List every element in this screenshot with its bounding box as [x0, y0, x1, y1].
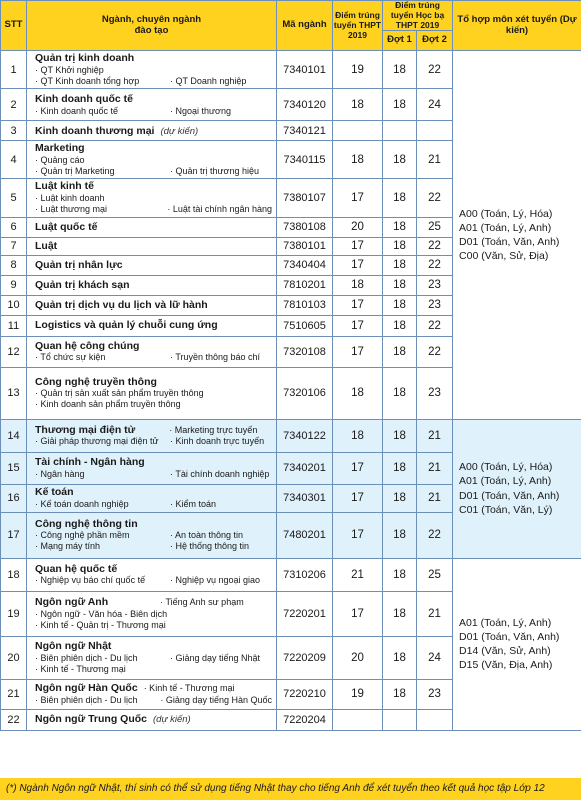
row-major — [27, 452, 277, 484]
major-name: Ngôn ngữ Hàn Quốc — [35, 682, 138, 695]
row-score-round1: 18 — [383, 315, 417, 336]
row-score-thpt: 21 — [333, 558, 383, 591]
row-score-round1 — [383, 121, 417, 141]
row-major — [27, 141, 277, 179]
row-score-round2: 21 — [417, 141, 453, 179]
row-score-thpt: 17 — [333, 452, 383, 484]
row-stt: 9 — [1, 275, 27, 295]
major-name: Kinh doanh thương mại — [35, 124, 155, 137]
row-stt: 5 — [1, 179, 27, 217]
row-score-round2: 24 — [417, 89, 453, 121]
row-major — [27, 709, 277, 730]
specialization: · Giải pháp thương mại điện tử — [35, 436, 159, 447]
row-score-round2: 22 — [417, 336, 453, 367]
row-score-round1: 18 — [383, 275, 417, 295]
header-code: Mã ngành — [277, 1, 333, 51]
row-score-thpt: 17 — [333, 295, 383, 315]
specialization: · Tổ chức sự kiện — [35, 352, 106, 363]
specialization: · Kinh tế - Quản trị - Thương mại — [35, 619, 166, 630]
row-score-round2: 25 — [417, 558, 453, 591]
specialization: · Quản trị Marketing — [35, 166, 115, 177]
row-major — [27, 315, 277, 336]
specialization: · Nghiệp vụ ngoại giao — [170, 575, 261, 586]
row-code: 7380107 — [277, 179, 333, 217]
row-stt: 15 — [1, 452, 27, 484]
header-score-thpt: Điểm trúng tuyển THPT 2019 — [333, 1, 383, 51]
combo-group — [453, 558, 581, 730]
row-score-round1: 18 — [383, 336, 417, 367]
row-score-round2: 22 — [417, 315, 453, 336]
row-score-round1 — [383, 709, 417, 730]
row-stt: 7 — [1, 237, 27, 255]
specialization: · An toàn thông tin — [170, 530, 244, 541]
row-score-round2: 23 — [417, 295, 453, 315]
combo-item: D14 (Văn, Sử, Anh) — [459, 645, 551, 658]
row-major — [27, 51, 277, 89]
major-name: Quan hệ công chúng — [35, 339, 140, 352]
row-score-round1: 18 — [383, 636, 417, 679]
row-score-round2 — [417, 121, 453, 141]
row-score-thpt: 17 — [333, 315, 383, 336]
row-major — [27, 679, 277, 709]
row-score-round2: 22 — [417, 237, 453, 255]
specialization: · Luật thương mại — [35, 204, 107, 215]
row-stt: 12 — [1, 336, 27, 367]
specialization: · Biên phiên dịch - Du lịch — [35, 652, 138, 663]
header-score-hocba: Điểm trúng tuyển Học bạ THPT 2019 — [383, 1, 453, 31]
row-score-thpt: 18 — [333, 419, 383, 452]
row-stt: 19 — [1, 591, 27, 636]
major-name: Luật kinh tế — [35, 180, 94, 193]
row-major — [27, 512, 277, 558]
row-score-thpt: 18 — [333, 89, 383, 121]
specialization: · Mạng máy tính — [35, 541, 101, 552]
row-stt: 10 — [1, 295, 27, 315]
specialization: · Ngân hàng — [35, 468, 85, 479]
row-stt: 18 — [1, 558, 27, 591]
row-stt: 1 — [1, 51, 27, 89]
major-name: Thương mại điện tử — [35, 423, 136, 436]
row-major — [27, 636, 277, 679]
row-score-round2: 22 — [417, 51, 453, 89]
row-score-round2: 23 — [417, 275, 453, 295]
row-stt: 13 — [1, 367, 27, 419]
combo-group — [453, 51, 581, 419]
specialization: · Kiểm toán — [170, 498, 217, 509]
row-stt: 16 — [1, 484, 27, 512]
major-name: Quan hệ quốc tế — [35, 562, 118, 575]
row-code: 7220204 — [277, 709, 333, 730]
major-name: Quản trị khách sạn — [35, 278, 130, 291]
combo-item: C01 (Toán, Văn, Lý) — [459, 503, 553, 516]
row-code: 7220209 — [277, 636, 333, 679]
major-name: Luật quốc tế — [35, 220, 98, 233]
specialization: · Biên phiên dịch - Du lịch — [35, 694, 138, 705]
row-score-thpt: 19 — [333, 51, 383, 89]
header-major: Ngành, chuyên ngành đào tạo — [27, 1, 277, 51]
row-code: 7340120 — [277, 89, 333, 121]
row-code: 7340122 — [277, 419, 333, 452]
row-score-thpt: 17 — [333, 591, 383, 636]
specialization: · Giảng dạy tiếng Nhật — [170, 652, 261, 663]
row-score-thpt: 17 — [333, 255, 383, 275]
row-code: 7480201 — [277, 512, 333, 558]
row-score-round1: 18 — [383, 484, 417, 512]
row-score-round1: 18 — [383, 558, 417, 591]
row-code: 7340115 — [277, 141, 333, 179]
row-score-thpt: 17 — [333, 179, 383, 217]
specialization: · Tiếng Anh sư phạm — [160, 597, 244, 608]
combo-item: A01 (Toán, Lý, Anh) — [459, 221, 552, 234]
row-score-round2: 23 — [417, 367, 453, 419]
row-major — [27, 591, 277, 636]
row-stt: 22 — [1, 709, 27, 730]
row-code: 7510605 — [277, 315, 333, 336]
major-name: Tài chính - Ngân hàng — [35, 456, 145, 469]
row-code: 7380101 — [277, 237, 333, 255]
row-score-round1: 18 — [383, 179, 417, 217]
row-score-thpt — [333, 709, 383, 730]
specialization: · Kinh tế - Thương mại — [143, 683, 235, 694]
row-code: 7340201 — [277, 452, 333, 484]
specialization: · Kinh doanh sản phẩm truyền thông — [35, 399, 181, 410]
row-code: 7340121 — [277, 121, 333, 141]
row-score-round2: 21 — [417, 419, 453, 452]
row-score-round2: 22 — [417, 179, 453, 217]
row-code: 7310206 — [277, 558, 333, 591]
row-score-round2 — [417, 709, 453, 730]
combo-item: D01 (Toán, Văn, Anh) — [459, 235, 560, 248]
major-name: Quản trị dịch vụ du lịch và lữ hành — [35, 298, 208, 311]
header-stt: STT — [1, 1, 27, 51]
row-code: 7220201 — [277, 591, 333, 636]
specialization: · Kinh tế - Thương mại — [35, 663, 126, 674]
row-score-round2: 22 — [417, 512, 453, 558]
row-score-round1: 18 — [383, 217, 417, 237]
row-stt: 2 — [1, 89, 27, 121]
row-score-round1: 18 — [383, 51, 417, 89]
header-combos: Tổ hợp môn xét tuyển (Dự kiến) — [453, 1, 581, 51]
row-score-round1: 18 — [383, 591, 417, 636]
row-stt: 21 — [1, 679, 27, 709]
row-stt: 11 — [1, 315, 27, 336]
specialization: · Kinh doanh trực tuyến — [170, 436, 265, 447]
specialization: · Quảng cáo — [35, 154, 85, 165]
major-name: Ngôn ngữ Nhật — [35, 640, 112, 653]
specialization: · Nghiệp vụ báo chí quốc tế — [35, 575, 146, 586]
row-stt: 3 — [1, 121, 27, 141]
major-note: (dự kiến) — [153, 714, 191, 726]
row-score-round2: 21 — [417, 452, 453, 484]
major-name: Công nghệ thông tin — [35, 517, 138, 530]
combo-item: D01 (Toán, Văn, Anh) — [459, 489, 560, 502]
major-name: Quản trị nhân lực — [35, 258, 123, 271]
table-row — [1, 419, 581, 452]
row-stt: 6 — [1, 217, 27, 237]
row-code: 7320108 — [277, 336, 333, 367]
combo-item: A00 (Toán, Lý, Hóa) — [459, 461, 553, 474]
row-score-round1: 18 — [383, 255, 417, 275]
major-name: Marketing — [35, 142, 85, 155]
table-row — [1, 51, 581, 89]
row-major — [27, 275, 277, 295]
specialization: · Luật kinh doanh — [35, 193, 105, 204]
row-major — [27, 89, 277, 121]
header-round1: Đợt 1 — [383, 31, 417, 51]
row-score-round2: 23 — [417, 679, 453, 709]
row-score-round2: 21 — [417, 591, 453, 636]
major-name: Luật — [35, 239, 58, 252]
footnote: (*) Ngành Ngôn ngữ Nhật, thí sinh có thể sử dụng tiếng Nhật thay cho tiếng Anh để xét tuyển theo kết quả học tập Lớp 12 — [0, 778, 581, 800]
row-major — [27, 179, 277, 217]
specialization: · Quản trị sản xuất sản phẩm truyền thông — [35, 388, 204, 399]
row-code: 7340404 — [277, 255, 333, 275]
specialization: · Truyền thông báo chí — [170, 352, 261, 363]
row-major — [27, 295, 277, 315]
row-major — [27, 217, 277, 237]
row-major — [27, 558, 277, 591]
row-score-thpt: 19 — [333, 679, 383, 709]
row-code: 7380108 — [277, 217, 333, 237]
row-score-round1: 18 — [383, 89, 417, 121]
combo-item: D15 (Văn, Địa, Anh) — [459, 659, 553, 672]
combo-item: C00 (Văn, Sử, Địa) — [459, 250, 549, 263]
row-score-thpt — [333, 121, 383, 141]
combo-item: A01 (Toán, Lý, Anh) — [459, 475, 552, 488]
row-code: 7220210 — [277, 679, 333, 709]
combo-group — [453, 419, 581, 558]
row-code: 7340301 — [277, 484, 333, 512]
row-score-round2: 24 — [417, 636, 453, 679]
specialization: · Hệ thống thông tin — [170, 541, 250, 552]
major-name: Công nghệ truyền thông — [35, 375, 157, 388]
row-score-thpt: 18 — [333, 367, 383, 419]
row-score-thpt: 18 — [333, 141, 383, 179]
combo-item: D01 (Toán, Văn, Anh) — [459, 630, 560, 643]
major-name: Ngôn ngữ Anh — [35, 596, 109, 609]
combo-item: A00 (Toán, Lý, Hóa) — [459, 207, 553, 220]
row-stt: 14 — [1, 419, 27, 452]
row-stt: 20 — [1, 636, 27, 679]
row-score-thpt: 20 — [333, 217, 383, 237]
specialization: · Luật tài chính ngân hàng — [167, 204, 272, 215]
row-score-thpt: 17 — [333, 484, 383, 512]
major-name: Kinh doanh quốc tế — [35, 92, 133, 105]
row-score-thpt: 17 — [333, 336, 383, 367]
row-score-round1: 18 — [383, 141, 417, 179]
specialization: · QT Khởi nghiệp — [35, 64, 104, 75]
row-score-round1: 18 — [383, 237, 417, 255]
row-stt: 17 — [1, 512, 27, 558]
combo-item: A01 (Toán, Lý, Anh) — [459, 616, 552, 629]
row-major — [27, 367, 277, 419]
major-name: Ngôn ngữ Trung Quốc — [35, 713, 148, 726]
row-code: 7340101 — [277, 51, 333, 89]
header-round2: Đợt 2 — [417, 31, 453, 51]
major-name: Logistics và quản lý chuỗi cung ứng — [35, 319, 218, 332]
specialization: · QT Doanh nghiệp — [170, 76, 247, 87]
row-score-round1: 18 — [383, 679, 417, 709]
row-score-round2: 21 — [417, 484, 453, 512]
row-major — [27, 419, 277, 452]
specialization: · Marketing trực tuyến — [169, 424, 258, 435]
row-score-round1: 18 — [383, 512, 417, 558]
row-score-round1: 18 — [383, 419, 417, 452]
row-stt: 8 — [1, 255, 27, 275]
row-score-round1: 18 — [383, 367, 417, 419]
row-score-round1: 18 — [383, 295, 417, 315]
row-score-round2: 25 — [417, 217, 453, 237]
row-major — [27, 336, 277, 367]
row-code: 7810201 — [277, 275, 333, 295]
row-major — [27, 484, 277, 512]
major-name: Quản trị kinh doanh — [35, 52, 135, 65]
major-note: (dự kiến) — [160, 125, 199, 137]
specialization: · Ngoại thương — [170, 105, 231, 116]
specialization: · Tài chính doanh nghiệp — [170, 468, 270, 479]
specialization: · Kinh doanh quốc tế — [35, 105, 119, 116]
table-row — [1, 558, 581, 591]
row-major — [27, 121, 277, 141]
row-code: 7320106 — [277, 367, 333, 419]
row-stt: 4 — [1, 141, 27, 179]
specialization: · Giảng dạy tiếng Hàn Quốc — [160, 694, 272, 705]
specialization: · Quản trị thương hiệu — [170, 166, 259, 177]
major-name: Kế toán — [35, 486, 74, 499]
row-score-round1: 18 — [383, 452, 417, 484]
row-score-thpt: 17 — [333, 237, 383, 255]
row-score-thpt: 18 — [333, 275, 383, 295]
row-score-thpt: 17 — [333, 512, 383, 558]
specialization: · QT Kinh doanh tổng hợp — [35, 76, 140, 87]
row-score-round2: 22 — [417, 255, 453, 275]
row-code: 7810103 — [277, 295, 333, 315]
specialization: · Ngôn ngữ - Văn hóa - Biên dịch — [35, 608, 168, 619]
specialization: · Công nghệ phần mềm — [35, 530, 130, 541]
row-major — [27, 237, 277, 255]
row-score-thpt: 20 — [333, 636, 383, 679]
row-major — [27, 255, 277, 275]
specialization: · Kế toán doanh nghiệp — [35, 498, 129, 509]
